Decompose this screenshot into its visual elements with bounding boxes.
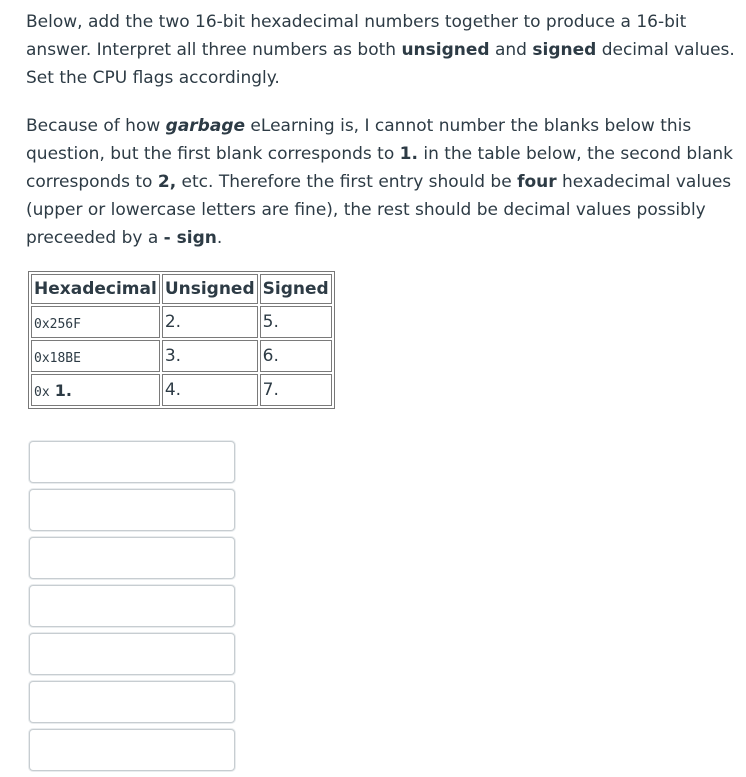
answer-input-2[interactable]	[29, 489, 235, 531]
explanation-text-4: etc. Therefore the first entry should be	[176, 172, 518, 192]
unsigned-blank-label: 3.	[164, 346, 182, 366]
explanation-text-2: eLearning is, I cannot number the blanks below this question, but the first blank corresponds to	[26, 116, 692, 164]
signed-blank-label: 7.	[262, 380, 279, 400]
hex-value: 0x256F	[34, 316, 81, 332]
unsigned-emphasis: unsigned	[401, 40, 490, 60]
hex-cell	[31, 340, 160, 372]
signed-emphasis: signed	[532, 40, 597, 60]
hex-cell	[31, 306, 160, 338]
answer-input-1[interactable]	[29, 441, 235, 483]
hex-cell	[31, 374, 160, 406]
answer-input-5[interactable]	[29, 633, 235, 675]
hex-value: 0x18BE	[34, 350, 81, 366]
table-row	[31, 306, 332, 338]
sign-emphasis: - sign	[163, 228, 217, 248]
table-row	[31, 340, 332, 372]
header-unsigned: Unsigned	[162, 274, 258, 304]
blank-one-reference: 1.	[399, 144, 418, 164]
instructions-text-2: and	[489, 40, 533, 60]
table-row	[31, 374, 332, 406]
four-emphasis: four	[517, 172, 557, 192]
answer-input-6[interactable]	[29, 681, 235, 723]
answer-inputs	[29, 441, 235, 777]
explanation-text-5: hexadecimal values (upper or lowercase letters are fine), the rest should be decimal values possibly preceeded by a	[26, 172, 732, 248]
unsigned-cell	[162, 374, 258, 406]
unsigned-blank-label: 2.	[164, 312, 182, 332]
hex-blank-label: 1.	[54, 380, 72, 400]
question-text	[26, 8, 742, 252]
header-hexadecimal: Hexadecimal	[31, 274, 160, 304]
answer-input-4[interactable]	[29, 585, 235, 627]
instructions-text-1: Below, add the two 16-bit hexadecimal numbers together to produce a 16-bit answer. Interpret all three numbers as both	[26, 12, 687, 60]
explanation-text-3: in the table below, the second blank corresponds to	[26, 144, 733, 192]
answer-input-3[interactable]	[29, 537, 235, 579]
instructions-text-3: decimal values. Set the CPU flags accordingly.	[26, 40, 735, 88]
unsigned-blank-label: 4.	[164, 380, 182, 400]
signed-blank-label: 5.	[262, 312, 279, 332]
answer-input-7[interactable]	[29, 729, 235, 771]
hex-table	[28, 271, 335, 409]
signed-blank-label: 6.	[262, 346, 279, 366]
blank-two-reference: 2,	[157, 172, 177, 192]
explanation-text-1: Because of how	[26, 116, 166, 136]
signed-cell	[260, 374, 332, 406]
blanks-explanation-paragraph	[26, 112, 742, 252]
hex-prefix: 0x	[34, 384, 50, 400]
table-header-row	[31, 274, 332, 304]
header-signed: Signed	[260, 274, 332, 304]
signed-cell	[260, 340, 332, 372]
garbage-emphasis: garbage	[165, 116, 246, 136]
explanation-text-6: .	[216, 228, 223, 248]
unsigned-cell	[162, 340, 258, 372]
signed-cell	[260, 306, 332, 338]
instructions-paragraph	[26, 8, 742, 92]
unsigned-cell	[162, 306, 258, 338]
